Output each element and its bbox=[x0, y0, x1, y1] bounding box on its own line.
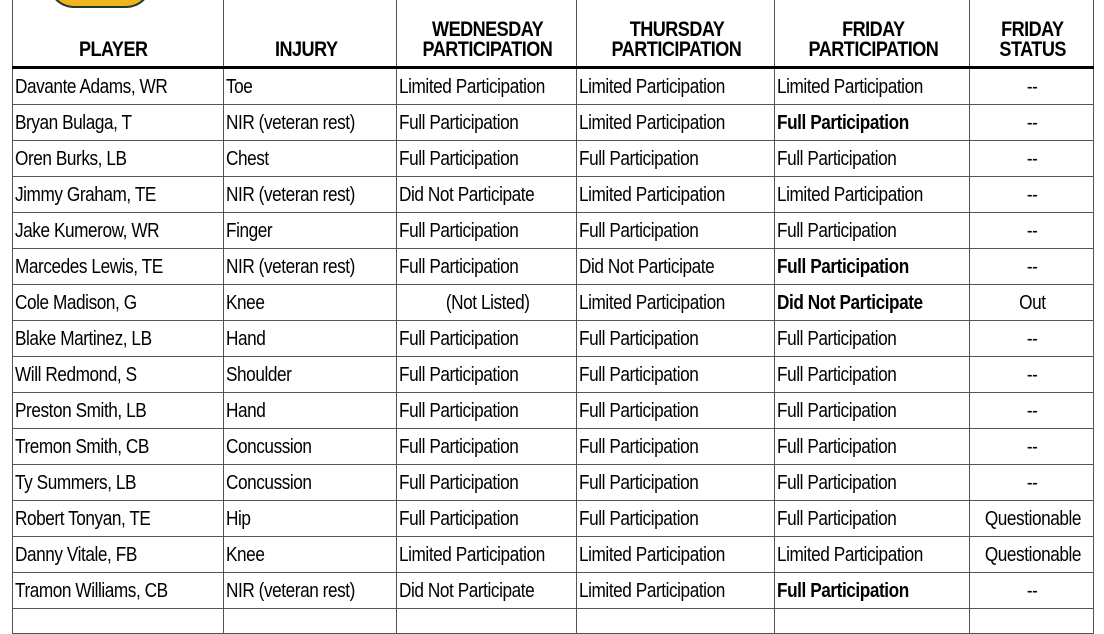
cell-friday-status: Out bbox=[970, 285, 1094, 321]
cell-thursday: Did Not Participate bbox=[577, 249, 775, 285]
cell-thursday: Full Participation bbox=[577, 141, 775, 177]
col-header-wednesday: WEDNESDAY PARTICIPATION bbox=[397, 0, 577, 68]
cell-injury: Hand bbox=[224, 393, 397, 429]
cell-friday: Full Participation bbox=[775, 141, 970, 177]
cell-thursday: Full Participation bbox=[577, 465, 775, 501]
cell-friday-status: -- bbox=[970, 465, 1094, 501]
cell-wednesday: Full Participation bbox=[397, 501, 577, 537]
table-row bbox=[13, 573, 1094, 609]
cell-wednesday: Limited Participation bbox=[397, 68, 577, 105]
col-header-thursday: THURSDAY PARTICIPATION bbox=[577, 0, 775, 68]
cell-wednesday: Full Participation bbox=[397, 429, 577, 465]
cell-injury: Knee bbox=[224, 537, 397, 573]
cell-wednesday: (Not Listed) bbox=[397, 285, 577, 321]
table-row bbox=[13, 213, 1094, 249]
cell-friday: Full Participation bbox=[775, 321, 970, 357]
cell-thursday: Full Participation bbox=[577, 321, 775, 357]
empty-cell bbox=[775, 609, 970, 634]
cell-injury: NIR (veteran rest) bbox=[224, 177, 397, 213]
cell-friday: Full Participation bbox=[775, 393, 970, 429]
cell-thursday: Full Participation bbox=[577, 429, 775, 465]
col-header-player: PLAYER bbox=[13, 0, 224, 68]
cell-thursday: Limited Participation bbox=[577, 573, 775, 609]
cell-friday: Did Not Participate bbox=[775, 285, 970, 321]
cell-player: Davante Adams, WR bbox=[13, 68, 224, 105]
cell-friday-status: -- bbox=[970, 321, 1094, 357]
empty-cell bbox=[13, 609, 224, 634]
injury-report-table bbox=[12, 0, 1094, 634]
cell-player: Robert Tonyan, TE bbox=[13, 501, 224, 537]
cell-injury: Hip bbox=[224, 501, 397, 537]
cell-injury: Hand bbox=[224, 321, 397, 357]
cell-player: Preston Smith, LB bbox=[13, 393, 224, 429]
table-row bbox=[13, 177, 1094, 213]
cell-player: Will Redmond, S bbox=[13, 357, 224, 393]
cell-thursday: Full Participation bbox=[577, 357, 775, 393]
cell-friday-status: -- bbox=[970, 213, 1094, 249]
cell-friday-status: -- bbox=[970, 177, 1094, 213]
table-row bbox=[13, 68, 1094, 105]
cell-injury: Toe bbox=[224, 68, 397, 105]
cell-injury: Knee bbox=[224, 285, 397, 321]
cell-friday: Full Participation bbox=[775, 249, 970, 285]
cell-thursday: Limited Participation bbox=[577, 285, 775, 321]
header-row bbox=[13, 0, 1094, 68]
empty-cell bbox=[224, 609, 397, 634]
cell-player: Tremon Smith, CB bbox=[13, 429, 224, 465]
table-row bbox=[13, 393, 1094, 429]
cell-thursday: Limited Participation bbox=[577, 68, 775, 105]
cell-injury: NIR (veteran rest) bbox=[224, 105, 397, 141]
empty-cell bbox=[397, 609, 577, 634]
cell-thursday: Full Participation bbox=[577, 393, 775, 429]
cell-wednesday: Full Participation bbox=[397, 141, 577, 177]
cell-friday-status: -- bbox=[970, 357, 1094, 393]
table-row bbox=[13, 465, 1094, 501]
cell-wednesday: Full Participation bbox=[397, 249, 577, 285]
cell-friday: Full Participation bbox=[775, 213, 970, 249]
empty-cell bbox=[577, 609, 775, 634]
table-row bbox=[13, 429, 1094, 465]
cell-wednesday: Full Participation bbox=[397, 105, 577, 141]
cell-thursday: Limited Participation bbox=[577, 537, 775, 573]
cell-player: Jimmy Graham, TE bbox=[13, 177, 224, 213]
cell-wednesday: Did Not Participate bbox=[397, 177, 577, 213]
cell-player: Cole Madison, G bbox=[13, 285, 224, 321]
cell-injury: Concussion bbox=[224, 465, 397, 501]
cell-player: Jake Kumerow, WR bbox=[13, 213, 224, 249]
cell-player: Danny Vitale, FB bbox=[13, 537, 224, 573]
empty-cell bbox=[970, 609, 1094, 634]
table-row bbox=[13, 501, 1094, 537]
cell-friday-status: -- bbox=[970, 68, 1094, 105]
cell-wednesday: Full Participation bbox=[397, 393, 577, 429]
col-header-friday: FRIDAY PARTICIPATION bbox=[775, 0, 970, 68]
cell-friday-status: -- bbox=[970, 141, 1094, 177]
cell-thursday: Full Participation bbox=[577, 213, 775, 249]
cell-friday: Limited Participation bbox=[775, 68, 970, 105]
cell-injury: Chest bbox=[224, 141, 397, 177]
cell-friday-status: -- bbox=[970, 573, 1094, 609]
col-header-injury: INJURY bbox=[224, 0, 397, 68]
cell-injury: NIR (veteran rest) bbox=[224, 573, 397, 609]
table-row bbox=[13, 141, 1094, 177]
cell-friday-status: -- bbox=[970, 249, 1094, 285]
cell-player: Bryan Bulaga, T bbox=[13, 105, 224, 141]
table-row-empty bbox=[13, 609, 1094, 634]
table-row bbox=[13, 321, 1094, 357]
cell-friday: Limited Participation bbox=[775, 177, 970, 213]
cell-friday-status: -- bbox=[970, 393, 1094, 429]
table-row bbox=[13, 357, 1094, 393]
cell-injury: NIR (veteran rest) bbox=[224, 249, 397, 285]
cell-friday-status: -- bbox=[970, 429, 1094, 465]
cell-wednesday: Full Participation bbox=[397, 321, 577, 357]
table-row bbox=[13, 249, 1094, 285]
cell-wednesday: Full Participation bbox=[397, 213, 577, 249]
cell-injury: Shoulder bbox=[224, 357, 397, 393]
cell-friday-status: Questionable bbox=[970, 501, 1094, 537]
cell-player: Ty Summers, LB bbox=[13, 465, 224, 501]
cell-wednesday: Did Not Participate bbox=[397, 573, 577, 609]
table-body bbox=[13, 68, 1094, 634]
cell-friday-status: -- bbox=[970, 105, 1094, 141]
cell-wednesday: Limited Participation bbox=[397, 537, 577, 573]
cell-wednesday: Full Participation bbox=[397, 357, 577, 393]
cell-thursday: Limited Participation bbox=[577, 105, 775, 141]
cell-thursday: Full Participation bbox=[577, 501, 775, 537]
table-row bbox=[13, 537, 1094, 573]
cell-friday: Limited Participation bbox=[775, 537, 970, 573]
cell-friday: Full Participation bbox=[775, 429, 970, 465]
cell-player: Marcedes Lewis, TE bbox=[13, 249, 224, 285]
cell-player: Tramon Williams, CB bbox=[13, 573, 224, 609]
cell-friday-status: Questionable bbox=[970, 537, 1094, 573]
cell-friday: Full Participation bbox=[775, 573, 970, 609]
cell-injury: Concussion bbox=[224, 429, 397, 465]
col-header-friday-status: FRIDAY STATUS bbox=[970, 0, 1094, 68]
cell-friday: Full Participation bbox=[775, 465, 970, 501]
cell-friday: Full Participation bbox=[775, 105, 970, 141]
cell-wednesday: Full Participation bbox=[397, 465, 577, 501]
table-row bbox=[13, 105, 1094, 141]
cell-thursday: Limited Participation bbox=[577, 177, 775, 213]
table-row bbox=[13, 285, 1094, 321]
cell-player: Oren Burks, LB bbox=[13, 141, 224, 177]
cell-friday: Full Participation bbox=[775, 357, 970, 393]
cell-friday: Full Participation bbox=[775, 501, 970, 537]
cell-player: Blake Martinez, LB bbox=[13, 321, 224, 357]
cell-injury: Finger bbox=[224, 213, 397, 249]
